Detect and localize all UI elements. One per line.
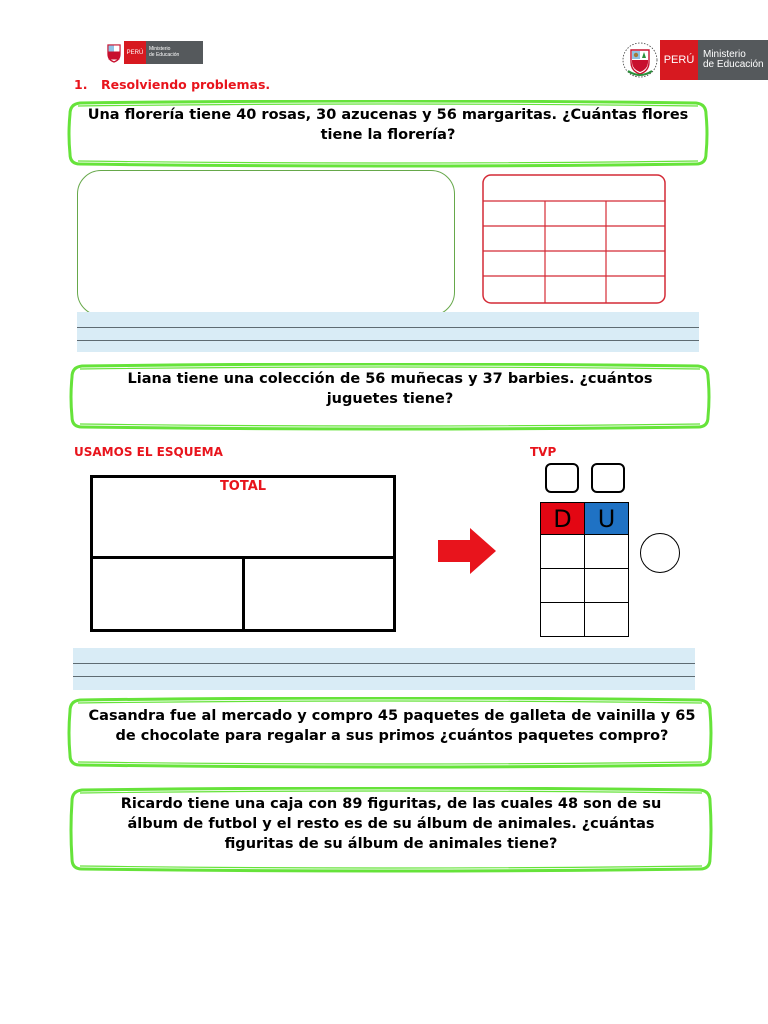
- logo-ministry-label: Ministerio de Educación: [698, 40, 768, 80]
- tvp-cell[interactable]: [540, 568, 585, 603]
- problem-4-text: Ricardo tiene una caja con 89 figuritas, de las cuales 48 son de su álbum de futbol y el resto es de su álbum de animales. ¿cuántas figuritas de su álbum de animales tiene?: [120, 796, 662, 852]
- writing-lines[interactable]: [77, 312, 699, 352]
- minedu-logo-small: [104, 41, 203, 64]
- tvp-cell[interactable]: [584, 568, 629, 603]
- scheme-total-label: TOTAL: [219, 479, 267, 494]
- problem-2-text: Liana tiene una colección de 56 muñecas y 37 barbies. ¿cuántos juguetes tiene?: [127, 371, 653, 407]
- logo-ministry-label: Ministerio de Educación: [146, 41, 203, 64]
- logo-peru-label: PERÚ: [660, 40, 698, 80]
- section-title: Resolviendo problemas.: [101, 77, 271, 92]
- tvp-label: TVP: [530, 445, 557, 459]
- scheme-part-cell[interactable]: [93, 558, 239, 629]
- tvp-cell[interactable]: [584, 534, 629, 569]
- answer-table[interactable]: [482, 174, 668, 306]
- operation-sign-circle[interactable]: [640, 533, 680, 573]
- writing-lines[interactable]: [73, 648, 695, 690]
- answer-box[interactable]: [77, 170, 455, 316]
- peru-coat-of-arms-icon: [620, 40, 660, 80]
- problem-1-text: Una florería tiene 40 rosas, 30 azucenas y 56 margaritas. ¿Cuántas flores tiene la florería?: [87, 107, 689, 143]
- tvp-header-units: U: [584, 502, 629, 535]
- logo-peru-label: PERÚ: [124, 41, 146, 64]
- scheme-part-cell[interactable]: [245, 558, 393, 629]
- minedu-logo-large: [620, 40, 768, 80]
- scheme-total-cell[interactable]: [93, 478, 393, 553]
- section-heading: [74, 77, 270, 92]
- tvp-cell[interactable]: [540, 602, 585, 637]
- carry-box-tens[interactable]: [545, 463, 579, 493]
- tvp-cell[interactable]: [540, 534, 585, 569]
- right-arrow-icon: [438, 528, 498, 574]
- scheme-label: USAMOS EL ESQUEMA: [74, 445, 223, 459]
- problem-3-text: Casandra fue al mercado y compro 45 paquetes de galleta de vainilla y 65 de chocolate para regalar a sus primos ¿cuántos paquetes compro?: [88, 708, 696, 744]
- tvp-cell[interactable]: [584, 602, 629, 637]
- section-number: 1.: [74, 77, 88, 92]
- tvp-header-tens: D: [540, 502, 585, 535]
- peru-coat-of-arms-icon: [104, 41, 124, 64]
- tvp-table: [540, 502, 629, 637]
- carry-box-units[interactable]: [591, 463, 625, 493]
